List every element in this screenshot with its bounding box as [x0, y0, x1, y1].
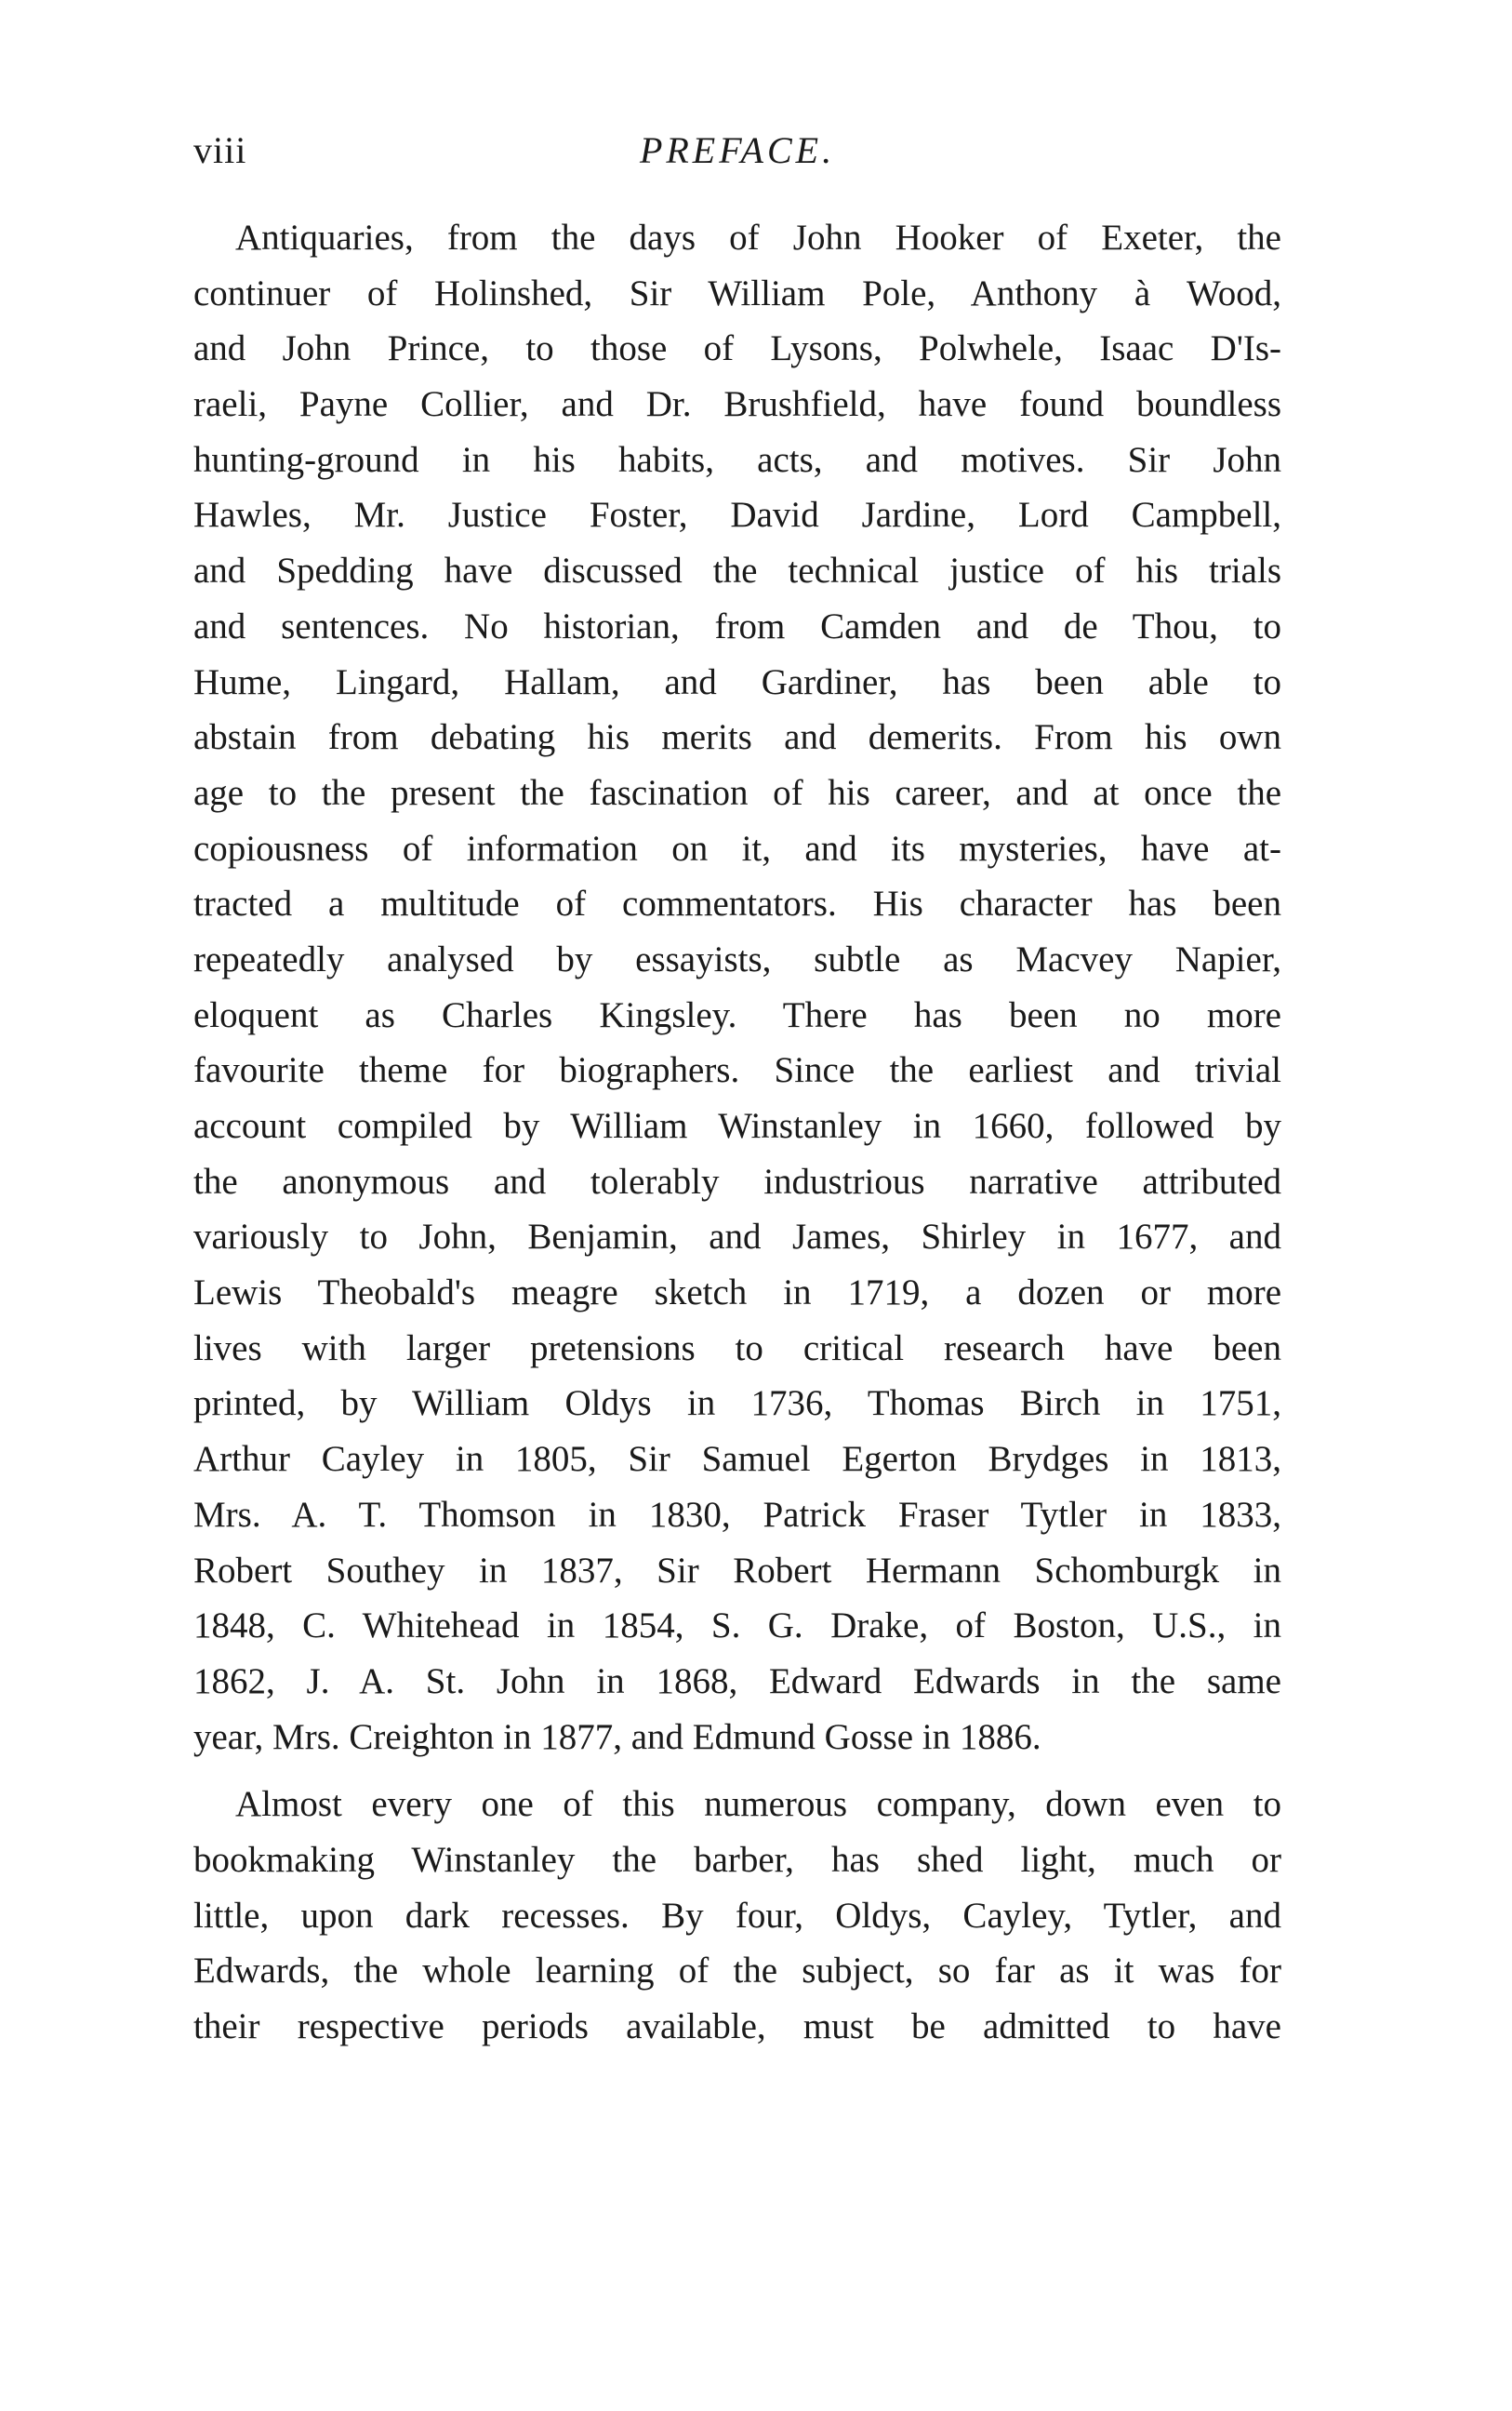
- text-line: hunting-ground in his habits, acts, and motives. Sir John: [193, 439, 1281, 480]
- text-line: eloquent as Charles Kingsley. There has been no more: [193, 994, 1281, 1035]
- body-text: [193, 210, 1281, 2055]
- text-line: the anonymous and tolerably industrious narrative attributed: [193, 1161, 1281, 1202]
- text-line: Lewis Theobald's meagre sketch in 1719, a dozen or more: [193, 1272, 1281, 1313]
- running-head: [193, 128, 1281, 184]
- paragraph-2: [193, 1777, 1281, 2054]
- text-line: year, Mrs. Creighton in 1877, and Edmund Gosse in 1886.: [193, 1716, 1041, 1757]
- text-line: and John Prince, to those of Lysons, Polwhele, Isaac D'Is-: [193, 328, 1281, 369]
- text-line: Hume, Lingard, Hallam, and Gardiner, has been able to: [193, 661, 1281, 702]
- paragraph-1: [193, 210, 1281, 1765]
- text-line: lives with larger pretensions to critical research have been: [193, 1327, 1281, 1368]
- text-line: and Spedding have discussed the technical justice of his trials: [193, 551, 1281, 592]
- text-line: 1848, C. Whitehead in 1854, S. G. Drake, of Boston, U.S., in: [193, 1605, 1281, 1646]
- text-line: continuer of Holinshed, Sir William Pole, Anthony à Wood,: [193, 273, 1281, 313]
- text-line: variously to John, Benjamin, and James, Shirley in 1677, and: [193, 1217, 1281, 1258]
- running-title: PREFACE.: [639, 129, 836, 171]
- text-line: copiousness of information on it, and its mysteries, have at-: [193, 828, 1281, 869]
- text-line: Edwards, the whole learning of the subject, so far as it was for: [193, 1951, 1281, 1991]
- text-line: repeatedly analysed by essayists, subtle as Macvey Napier,: [193, 939, 1281, 979]
- text-line: Mrs. A. T. Thomson in 1830, Patrick Fraser Tytler in 1833,: [193, 1494, 1281, 1535]
- text-line: Arthur Cayley in 1805, Sir Samuel Egerton Brydges in 1813,: [193, 1439, 1281, 1480]
- text-line: and sentences. No historian, from Camden and de Thou, to: [193, 606, 1281, 646]
- text-line: abstain from debating his merits and demerits. From his own: [193, 717, 1281, 758]
- text-line: raeli, Payne Collier, and Dr. Brushfield, have found boundless: [193, 384, 1281, 425]
- text-line: 1862, J. A. St. John in 1868, Edward Edwards in the same: [193, 1660, 1281, 1701]
- text-line: printed, by William Oldys in 1736, Thomas Birch in 1751,: [193, 1383, 1281, 1424]
- text-line: their respective periods available, must be admitted to have: [193, 2006, 1281, 2046]
- text-line: Hawles, Mr. Justice Foster, David Jardine, Lord Campbell,: [193, 495, 1281, 536]
- text-line: Robert Southey in 1837, Sir Robert Hermann Schomburgk in: [193, 1550, 1281, 1591]
- text-line: tracted a multitude of commentators. His character has been: [193, 884, 1281, 925]
- text-line: Antiquaries, from the days of John Hooker of Exeter, the: [235, 218, 1281, 258]
- text-line: favourite theme for biographers. Since the earliest and trivial: [193, 1050, 1281, 1091]
- text-line: little, upon dark recesses. By four, Oldys, Cayley, Tytler, and: [193, 1895, 1281, 1936]
- text-line: account compiled by William Winstanley in 1660, followed by: [193, 1106, 1281, 1146]
- text-line: bookmaking Winstanley the barber, has shed light, much or: [193, 1839, 1281, 1880]
- text-line: Almost every one of this numerous company, down even to: [235, 1784, 1281, 1825]
- text-line: age to the present the fascination of his career, and at once the: [193, 772, 1281, 813]
- page-number: viii: [193, 129, 247, 171]
